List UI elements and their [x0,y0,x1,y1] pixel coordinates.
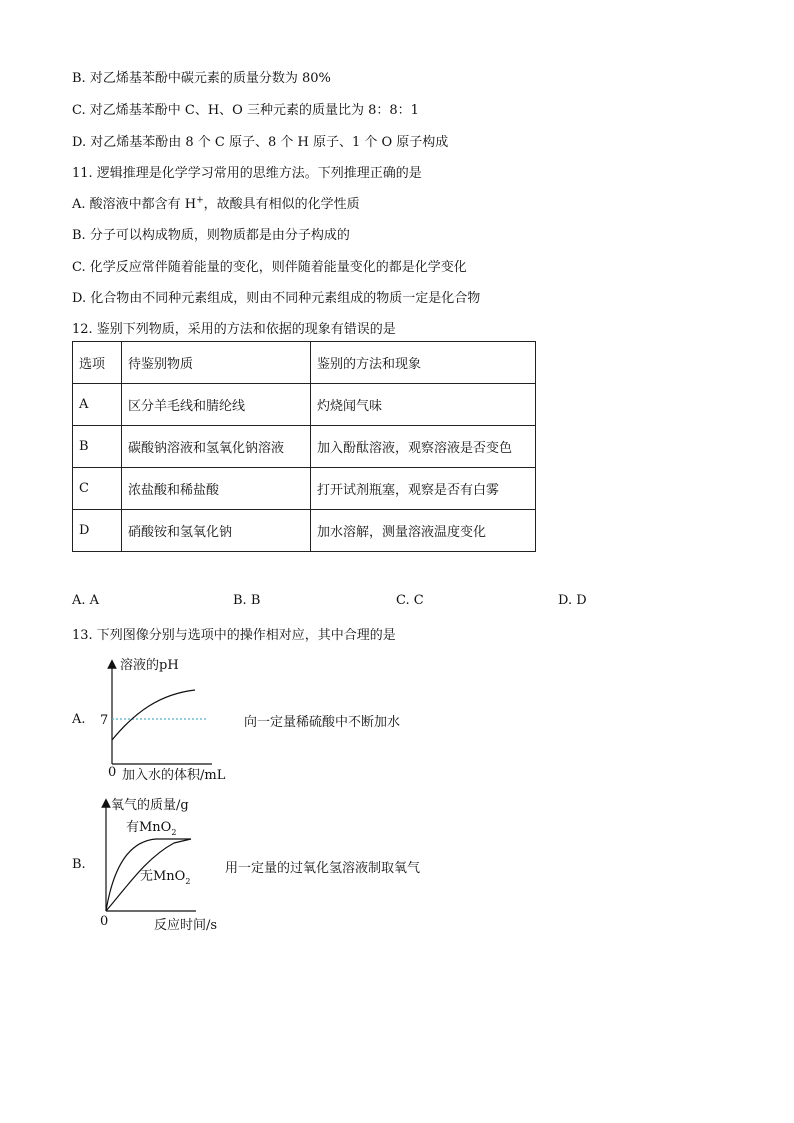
q10-option-c: C. 对乙烯基苯酚中 C、H、O 三种元素的质量比为 8：8：1 [72,103,419,118]
graph-a-curve [112,690,195,740]
table-cell: 区分羊毛线和腈纶线 [122,384,311,426]
q11-option-a-superscript: + [196,195,204,206]
graph-b-ylabel: 氧气的质量/g [111,798,189,813]
graph-a-origin: 0 [108,765,117,780]
choice-a: A. A [72,593,100,608]
table-cell: C [73,468,122,510]
graph-b-svg [96,793,246,933]
q11-option-b: B. 分子可以构成物质，则物质都是由分子构成的 [72,228,350,243]
choice-c: C. C [396,593,424,608]
graph-a-description: 向一定量稀硫酸中不断加水 [244,715,401,730]
graph-a-ylabel: 溶液的pH [120,658,179,673]
table-cell: 加水溶解，测量溶液温度变化 [311,510,536,552]
table-header-cell: 待鉴别物质 [122,342,311,384]
table-cell: D [73,510,122,552]
graph-b-curve1-sub: 2 [171,828,177,837]
q10-option-d: D. 对乙烯基苯酚由 8 个 C 原子、8 个 H 原子、1 个 O 原子构成 [72,135,449,150]
table-row [73,426,536,468]
q12-stem: 12. 鉴别下列物质，采用的方法和依据的现象有错误的是 [72,322,396,337]
graph-b-curve2-text: 无MnO [140,869,186,884]
graph-a-xlabel: 加入水的体积/mL [122,768,226,783]
table-cell: 硝酸铵和氢氧化钠 [122,510,311,552]
table-header-row [73,342,536,384]
q11-option-d: D. 化合物由不同种元素组成，则由不同种元素组成的物质一定是化合物 [72,291,481,306]
q11-option-a-text: A. 酸溶液中都含有 H [72,197,197,212]
table-cell: 碳酸钠溶液和氢氧化钠溶液 [122,426,311,468]
q11-option-c: C. 化学反应常伴随着能量的变化，则伴随着能量变化的都是化学变化 [72,260,467,275]
q12-table [72,341,536,552]
table-cell: B [73,426,122,468]
graph-b-curve2-sub: 2 [185,877,191,886]
table-row [73,510,536,552]
graph-a-svg [100,652,260,787]
table-cell: 打开试剂瓶塞，观察是否有白雾 [311,468,536,510]
choice-b: B. B [233,593,261,608]
table-cell: A [73,384,122,426]
table-row [73,468,536,510]
table-header-cell: 鉴别的方法和现象 [311,342,536,384]
q11-option-a [72,193,360,212]
table-cell: 加入酚酞溶液，观察溶液是否变色 [311,426,536,468]
q13-stem: 13. 下列图像分别与选项中的操作相对应，其中合理的是 [72,628,396,643]
graph-b-xlabel: 反应时间/s [154,918,218,933]
graph-b-curve1-text: 有MnO [126,820,172,835]
graph-b-description: 用一定量的过氧化氢溶液制取氧气 [225,861,421,876]
graph-b-option: B. [72,857,86,872]
q11-stem: 11. 逻辑推理是化学学习常用的思维方法。下列推理正确的是 [72,166,422,181]
graph-a-option: A. [72,712,86,727]
table-row [73,384,536,426]
q11-option-a-text-rest: ，故酸具有相似的化学性质 [203,197,360,212]
q10-option-b: B. 对乙烯基苯酚中碳元素的质量分数为 80% [72,71,331,86]
graph-b-curve1-label [126,820,176,837]
graph-b-origin: 0 [100,914,109,929]
graph-b-curve2-label [140,869,190,886]
graph-a-ytick-7: 7 [100,713,109,728]
table-cell: 浓盐酸和稀盐酸 [122,468,311,510]
table-cell: 灼烧闻气味 [311,384,536,426]
table-header-cell: 选项 [73,342,122,384]
choice-d: D. D [558,593,587,608]
